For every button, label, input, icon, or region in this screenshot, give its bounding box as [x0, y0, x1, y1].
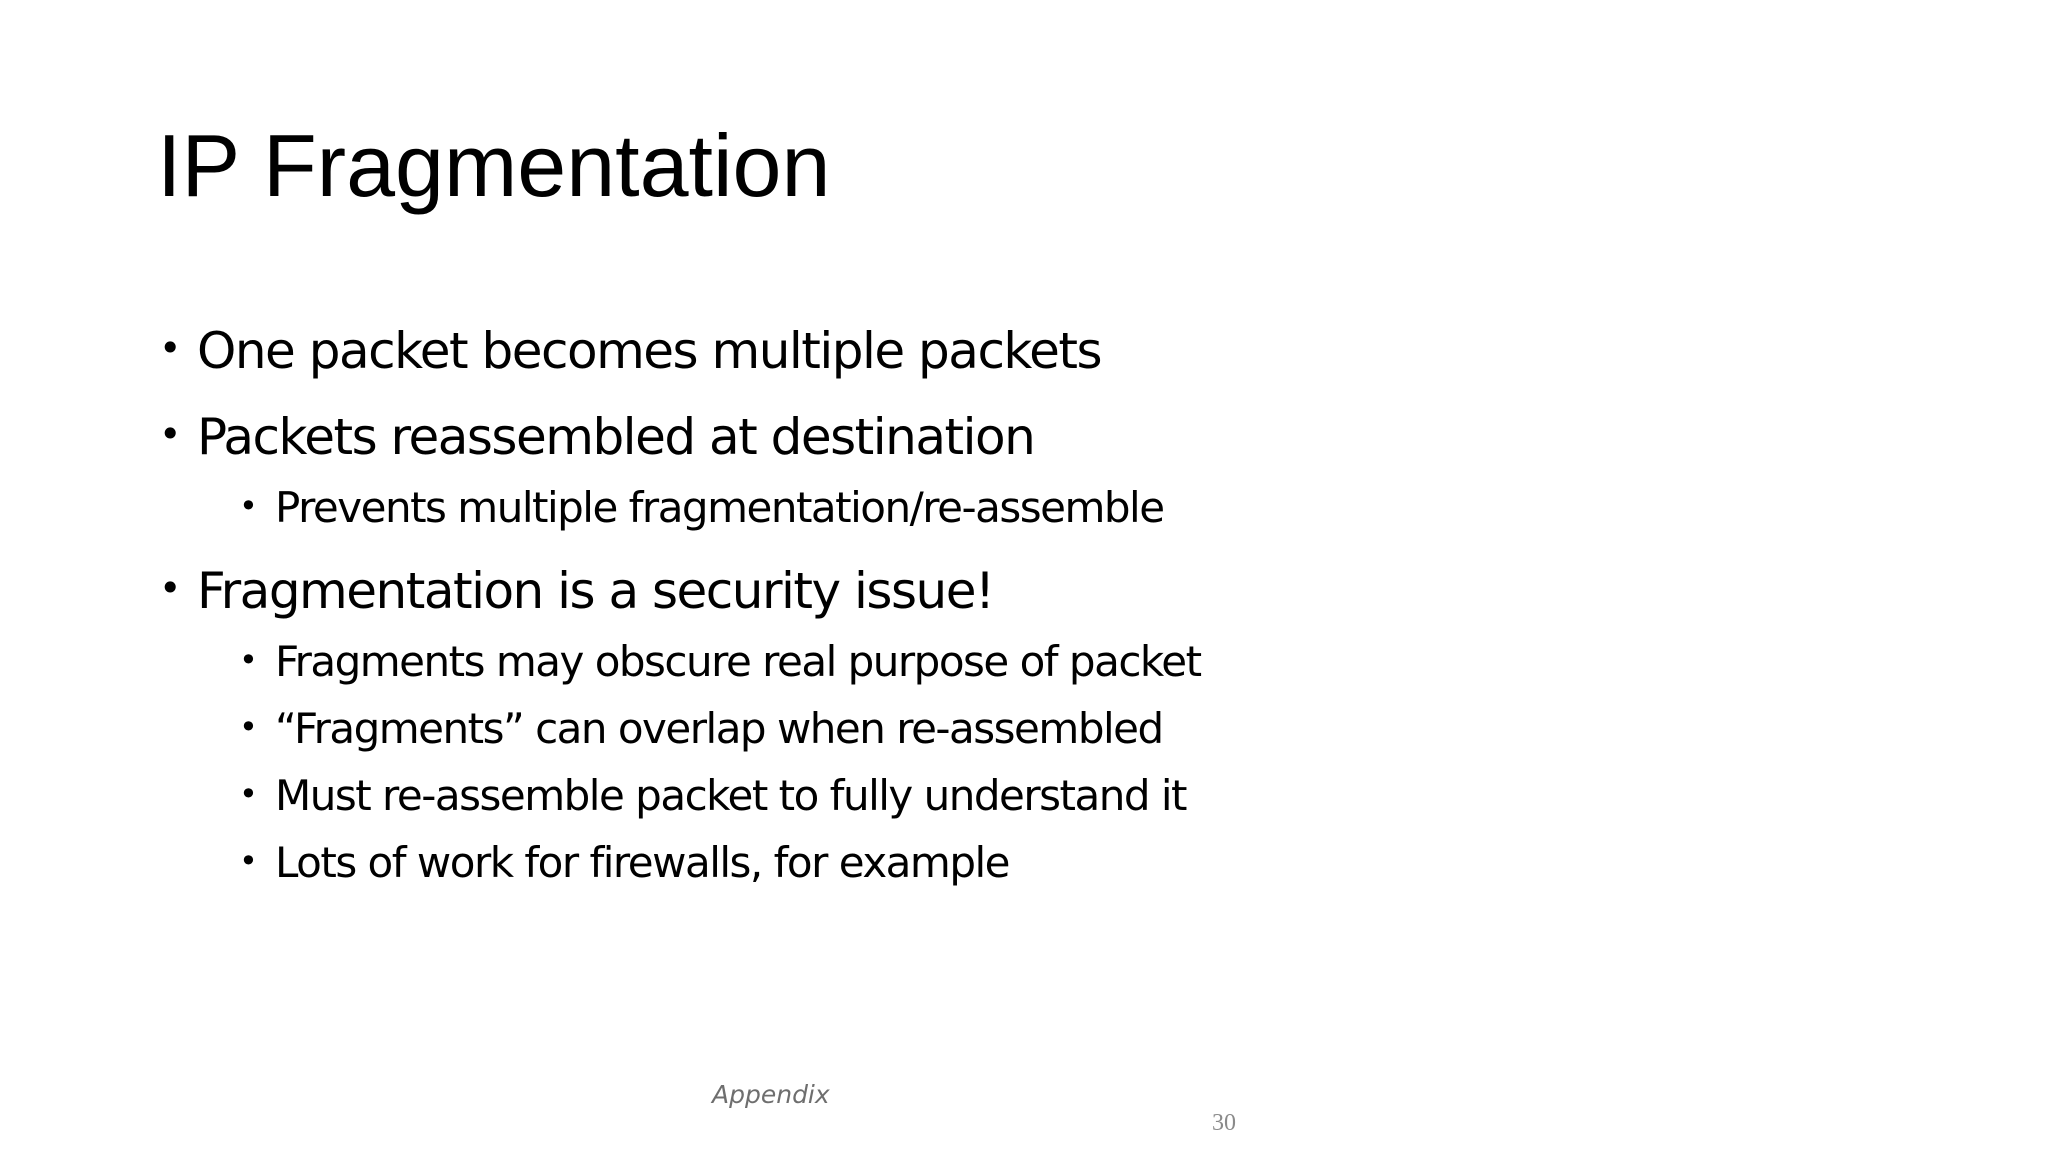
bullet-text: Must re-assemble packet to fully understand it — [275, 771, 1186, 820]
bullet-text: Fragmentation is a security issue! — [197, 562, 994, 620]
bullet-dot-icon: • — [159, 566, 180, 610]
slide-number: 30 — [1212, 1110, 1236, 1136]
footer-text: Appendix — [712, 1080, 830, 1109]
bullet-dot-icon: • — [239, 775, 257, 813]
sub-bullet-item — [239, 483, 1164, 532]
bullet-dot-icon: • — [159, 412, 180, 456]
slide-title: IP Fragmentation — [157, 116, 831, 215]
bullet-item — [159, 322, 1102, 380]
bullet-item — [159, 562, 994, 620]
bullet-text: Prevents multiple fragmentation/re-assemble — [275, 483, 1164, 532]
bullet-dot-icon: • — [239, 641, 257, 679]
bullet-text: “Fragments” can overlap when re-assembled — [275, 704, 1163, 753]
sub-bullet-item — [239, 771, 1186, 820]
bullet-dot-icon: • — [239, 487, 257, 525]
bullet-text: Lots of work for firewalls, for example — [275, 838, 1010, 887]
sub-bullet-item — [239, 838, 1010, 887]
sub-bullet-item — [239, 704, 1163, 753]
bullet-dot-icon: • — [239, 842, 257, 880]
bullet-item — [159, 408, 1035, 466]
bullet-dot-icon: • — [159, 326, 180, 370]
bullet-text: Packets reassembled at destination — [197, 408, 1035, 466]
bullet-text: One packet becomes multiple packets — [197, 322, 1102, 380]
sub-bullet-item — [239, 637, 1201, 686]
bullet-text: Fragments may obscure real purpose of packet — [275, 637, 1201, 686]
bullet-dot-icon: • — [239, 708, 257, 746]
